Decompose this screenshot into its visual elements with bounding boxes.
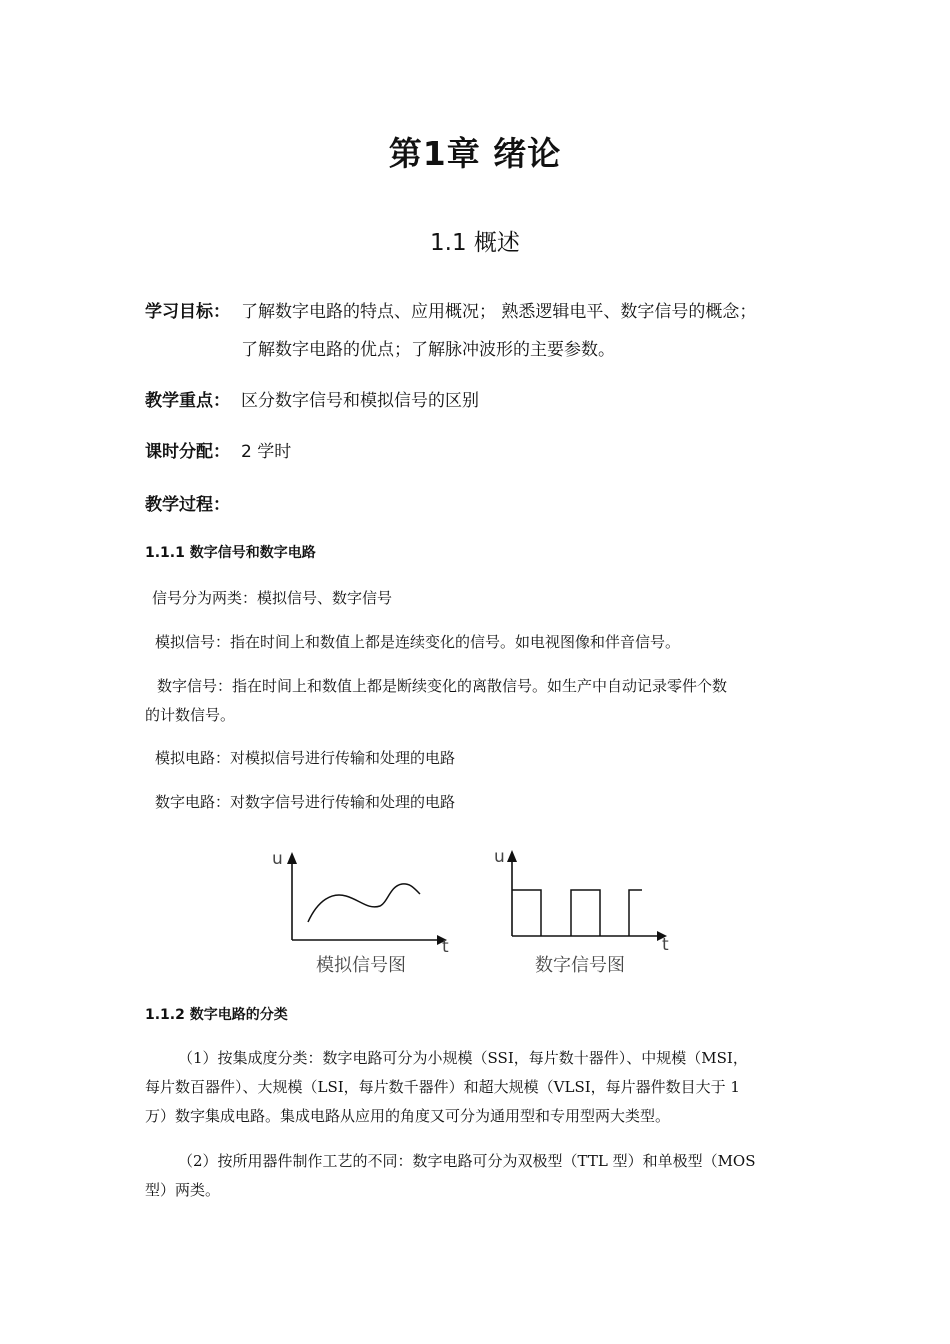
digital-x-label: t (662, 935, 669, 955)
analog-y-arrow (287, 852, 297, 864)
objectives-label: 学习目标： (145, 302, 230, 322)
analog-caption: 模拟信号图 (316, 955, 406, 976)
section-title: 1.1 概述 (430, 230, 520, 256)
paragraph-digital-signal-cont: 的计数信号。 (145, 706, 236, 724)
objectives-line-1: 了解数字电路的特点、应用概况； 熟悉逻辑电平、数字信号的概念； (241, 302, 757, 322)
digital-waveform (512, 890, 642, 936)
paragraph-integration-line-2: 每片数百器件）、大规模（LSI，每片数千器件）和超大规模（VLSI，每片器件数目大于 1 (145, 1078, 740, 1096)
analog-x-label: t (442, 937, 449, 957)
chapter-title: 第1章 绪论 (388, 134, 562, 173)
paragraph-process-line-1: （2）按所用器件制作工艺的不同：数字电路可分为双极型（TTL 型）和单极型（MOS (178, 1152, 756, 1170)
digital-y-arrow (507, 850, 517, 862)
process-label: 教学过程： (145, 495, 230, 515)
paragraph-signal-types: 信号分为两类：模拟信号、数字信号 (152, 589, 393, 607)
paragraph-analog-signal: 模拟信号：指在时间上和数值上都是连续变化的信号。如电视图像和伴音信号。 (155, 633, 681, 651)
key-point-label: 教学重点： (145, 391, 230, 411)
analog-waveform (308, 884, 420, 922)
analog-y-label: u (272, 849, 283, 869)
objectives-line-2: 了解数字电路的优点；了解脉冲波形的主要参数。 (241, 340, 615, 360)
subsection-heading-1-1-2: 1.1.2 数字电路的分类 (145, 1007, 288, 1023)
signal-figure (262, 840, 682, 985)
paragraph-process-line-2: 型）两类。 (145, 1181, 221, 1199)
digital-caption: 数字信号图 (535, 955, 625, 976)
subsection-heading-1-1-1: 1.1.1 数字信号和数字电路 (145, 545, 316, 561)
analog-signal-diagram (272, 849, 449, 976)
paragraph-digital-signal: 数字信号：指在时间上和数值上都是断续变化的离散信号。如生产中自动记录零件个数 (157, 677, 728, 695)
paragraph-integration-line-3: 万）数字集成电路。集成电路从应用的角度又可分为通用型和专用型两大类型。 (145, 1107, 671, 1125)
paragraph-integration-line-1: （1）按集成度分类：数字电路可分为小规模（SSI，每片数十器件）、中规模（MSI， (178, 1049, 748, 1067)
hours-label: 课时分配： (145, 442, 230, 462)
paragraph-digital-circuit: 数字电路：对数字信号进行传输和处理的电路 (155, 793, 456, 811)
paragraph-analog-circuit: 模拟电路：对模拟信号进行传输和处理的电路 (155, 749, 456, 767)
key-point-text: 区分数字信号和模拟信号的区别 (241, 391, 479, 411)
hours-text: 2 学时 (241, 442, 292, 462)
digital-signal-diagram (494, 847, 669, 976)
digital-y-label: u (494, 847, 505, 867)
